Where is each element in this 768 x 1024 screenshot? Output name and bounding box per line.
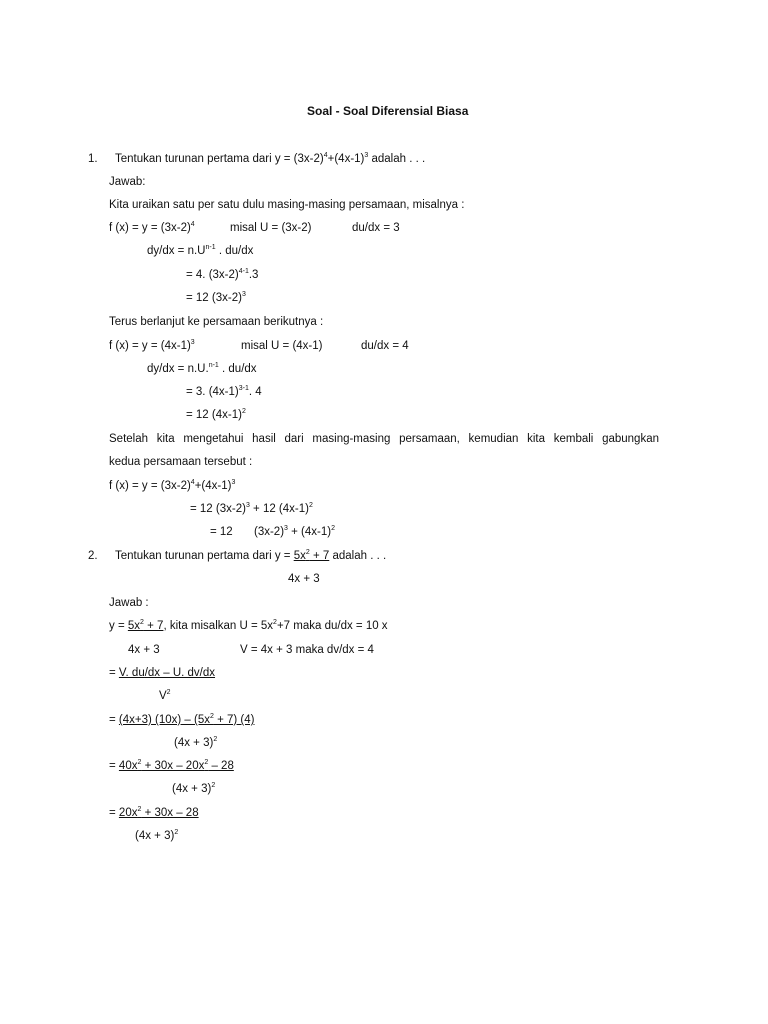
- q2-formula4-denominator: $(4x + 3)^2$: [135, 829, 179, 842]
- q2-line2-denominator: 4x + 3: [128, 644, 160, 656]
- q2-answer-label: Jawab :: [109, 597, 149, 609]
- q2-formula1-numerator: = V. du/dx – U. dv/dx: [109, 667, 216, 679]
- q2-formula1-denominator: $V^2$: [159, 689, 171, 702]
- q1-part1-step3: = 12 $(3x-2)^3$: [186, 291, 246, 304]
- document-title: Soal - Soal Diferensial Biasa: [307, 104, 469, 118]
- q1-part1-step2: = 4. $(3x-2)^{4-1}.3$: [186, 268, 259, 281]
- q2-line1: $y = 5x^2 + 7$, kita misalkan $U = 5x^2+7$ maka du/dx = 10 x: [109, 619, 388, 632]
- q1-intro: Kita uraikan satu per satu dulu masing-masing persamaan, misalnya :: [109, 199, 465, 211]
- q1-part2-du: du/dx = 4: [361, 340, 409, 352]
- q1-final-result1: = 12 $(3x-2)^3 + 12$ $(4x-1)^2$: [190, 502, 313, 515]
- q1-combine-line1: Setelah kita mengetahui hasil dari masing-masing persamaan, kemudian kita kembali gabungkan: [109, 433, 659, 445]
- q2-formula3-denominator: $(4x + 3)^2$: [172, 782, 216, 795]
- q2-number: 2.: [88, 550, 98, 562]
- q2-formula2-numerator: = (4x+3) $(10x) - (5x^2 + 7)$ (4): [109, 713, 255, 726]
- q2-formula3-numerator: = $40x^2 + 30x - 20x^2 - 28$: [109, 759, 234, 772]
- q1-part2-step1: dy/dx = n.U.$^{n-1}$ . du/dx: [147, 362, 257, 375]
- q1-part2-step2: = 3. $(4x-1)^{3-1}$. 4: [186, 385, 262, 398]
- q1-part1-misal: misal U = (3x-2): [230, 222, 312, 234]
- q1-part1-step1: $dy/dx = n.U^{n-1}$ . du/dx: [147, 244, 254, 257]
- q2-line2-v: V = 4x + 3 maka dv/dx = 4: [240, 644, 374, 656]
- q2-line1-numerator: $5x^2 + 7$: [127, 619, 164, 632]
- q2-question: Tentukan turunan pertama dari $y = 5x^2 + 7$ adalah . . .: [115, 549, 387, 562]
- q1-part2-step3: = 12 $(4x-1)^2$: [186, 408, 246, 421]
- q1-final-function: f $(x) = y = (3x-2)^4+(4x-1)^3$: [109, 479, 236, 492]
- q1-final-result2: $(3x-2)^3 + (4x-1)^2$: [254, 525, 335, 538]
- q1-part1-function: f $(x) = y = (3x-2)^4$: [109, 221, 195, 234]
- q2-question-denominator: 4x + 3: [288, 573, 320, 585]
- q2-formula4-numerator: = $20x^2 + 30x - 28$: [109, 806, 199, 819]
- q2-formula2-denominator: $(4x + 3)^2$: [174, 736, 218, 749]
- q1-combine-line2: kedua persamaan tersebut :: [109, 456, 253, 468]
- q1-question: Tentukan turunan pertama dari $y = (3x-2)^4+(4x-1)^3$ adalah . . .: [115, 152, 426, 165]
- q1-part2-misal: misal U = (4x-1): [241, 340, 323, 352]
- q1-answer-label: Jawab:: [109, 176, 146, 188]
- q1-continue: Terus berlanjut ke persamaan berikutnya :: [109, 316, 324, 328]
- q2-question-numerator: $5x^2 + 7$: [293, 549, 330, 562]
- q1-part1-du: du/dx = 3: [352, 222, 400, 234]
- q1-part2-function: f $(x) = y = (4x-1)^3$: [109, 339, 195, 352]
- q1-final-result2-prefix: = 12: [210, 526, 233, 538]
- q1-number: 1.: [88, 153, 98, 165]
